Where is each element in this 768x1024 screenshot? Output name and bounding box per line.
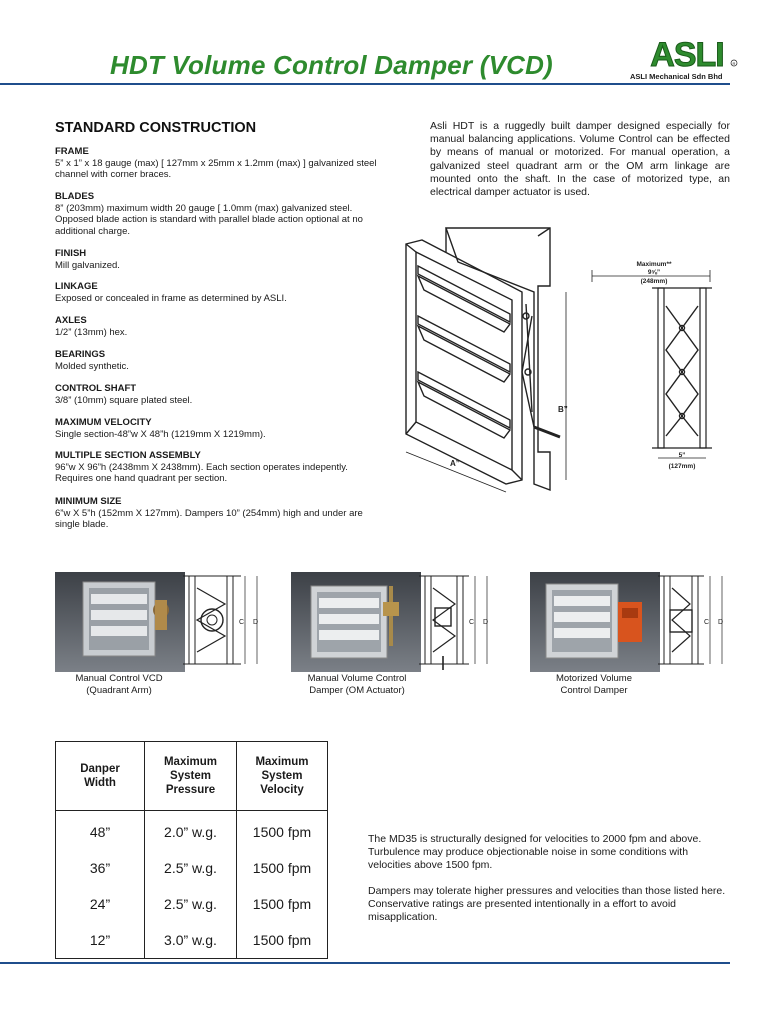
header-pressure: Maximum System Pressure (145, 742, 237, 811)
spec-linkage (55, 281, 385, 304)
spec-label: BEARINGS (55, 349, 106, 360)
product-photo-motorized (530, 572, 742, 672)
product-photo-om-actuator (291, 572, 503, 672)
spec-label: MULTIPLE SECTION ASSEMBLY (55, 450, 201, 461)
cell-pressure: 2.5” w.g. (145, 850, 237, 886)
caption-line: Damper (OM Actuator) (309, 685, 405, 696)
damper-isometric-drawing (400, 222, 575, 494)
spec-label: MAXIMUM VELOCITY (55, 417, 152, 428)
spec-label: BLADES (55, 191, 95, 202)
cell-velocity: 1500 fpm (236, 886, 327, 922)
cell-width: 12” (56, 922, 145, 959)
intro-paragraph: Asli HDT is a ruggedly built damper designed especially for manual balancing applications. Volume Control can be effected by means of manual or motorized. For manual operation, a galvanized steel quadrant arm or the OM arm linkage are mounted onto the shaft. In the case of motorized type, an electrical damper actuator is used. (430, 120, 730, 199)
depth-dim-inches: 5” (678, 452, 686, 459)
caption-om-actuator (291, 673, 423, 697)
logo-subtitle: ASLI Mechanical Sdn Bhd (630, 72, 723, 81)
spec-text: Exposed or concealed in frame as determined by ASLI. (55, 292, 287, 304)
table-row (56, 850, 328, 886)
spec-text: 6”w X 5”h (152mm X 127mm). Dampers 10” (254mm) high and under are single blade. (55, 507, 363, 530)
caption-line: (Quadrant Arm) (86, 685, 152, 696)
table-header-row (56, 742, 328, 811)
cell-pressure: 2.5” w.g. (145, 886, 237, 922)
dim-label-c: C (239, 619, 245, 626)
cell-velocity: 1500 fpm (236, 811, 327, 851)
caption-line: Manual Volume Control (307, 673, 407, 684)
caption-quadrant-arm (55, 673, 183, 697)
cell-width: 24” (56, 886, 145, 922)
spec-label: FINISH (55, 248, 87, 259)
max-dim-inches: 9⅝” (647, 269, 661, 276)
spec-text: Molded synthetic. (55, 360, 129, 372)
svg-text:R: R (732, 61, 736, 66)
section-heading: STANDARD CONSTRUCTION (55, 120, 257, 136)
depth-dim-mm: (127mm) (668, 463, 696, 470)
max-dim-mm: (248mm) (640, 278, 668, 285)
spec-text: 96”w X 96”h (2438mm X 2438mm). Each section operates indepently. Requires one hand quadrant per section. (55, 461, 348, 484)
caption-line: Motorized Volume (555, 673, 633, 684)
spec-frame (55, 146, 385, 181)
table-row (56, 811, 328, 851)
dim-label-d: D (483, 619, 489, 626)
spec-text: 5” x 1” x 18 gauge (max) [ 127mm x 25mm x 1.2mm (max) ] galvanized steel channel with corner braces. (55, 157, 377, 180)
dim-label-c: C (704, 619, 710, 626)
spec-label: AXLES (55, 315, 87, 326)
spec-text: 1/2” (13mm) hex. (55, 326, 128, 338)
header-rule (0, 83, 730, 85)
spec-control-shaft (55, 383, 385, 406)
damper-side-section-drawing (590, 258, 722, 476)
spec-min-size (55, 496, 385, 531)
spec-blades (55, 191, 385, 237)
spec-text: Single section-48”w X 48”h (1219mm X 1219mm). (55, 428, 266, 440)
footer-rule (0, 962, 730, 964)
caption-line: Manual Control VCD (75, 673, 163, 684)
caption-line: Control Damper (560, 685, 628, 696)
max-dim-label: Maximum** (636, 261, 672, 268)
spec-text: Mill galvanized. (55, 259, 120, 271)
spec-text: 8” (203mm) maximum width 20 gauge [ 1.0mm (max) galvanized steel. Opposed blade action is standard with parallel blade action optional at no additional charge. (55, 202, 363, 237)
cell-pressure: 3.0” w.g. (145, 922, 237, 959)
cell-width: 36” (56, 850, 145, 886)
dim-label-b: B” (558, 405, 568, 414)
product-photo-quadrant-arm (55, 572, 267, 672)
note-paragraph: Dampers may tolerate higher pressures and velocities than those listed here. Conservative ratings are presented intentionally in a effort to avoid misapplication. (368, 885, 726, 923)
spec-label: FRAME (55, 146, 89, 157)
dim-label-a: A” (450, 459, 460, 468)
table-row (56, 886, 328, 922)
spec-axles (55, 315, 385, 338)
page-title: HDT Volume Control Damper (VCD) (110, 50, 553, 80)
logo-text: ASLI (650, 36, 724, 74)
cell-velocity: 1500 fpm (236, 922, 327, 959)
dim-label-d: D (253, 619, 259, 626)
header-width: Danper Width (56, 742, 145, 811)
cell-width: 48” (56, 811, 145, 851)
cell-velocity: 1500 fpm (236, 850, 327, 886)
spec-text: 3/8” (10mm) square plated steel. (55, 394, 193, 406)
spec-max-velocity (55, 417, 385, 440)
spec-multiple-section (55, 450, 385, 485)
ratings-table (55, 741, 328, 959)
header-velocity: Maximum System Velocity (236, 742, 327, 811)
table-row (56, 922, 328, 959)
spec-label: LINKAGE (55, 281, 98, 292)
caption-motorized (530, 673, 658, 697)
cell-pressure: 2.0” w.g. (145, 811, 237, 851)
dim-label-d: D (718, 619, 724, 626)
dim-label-c: C (469, 619, 475, 626)
spec-bearings (55, 349, 385, 372)
spec-label: CONTROL SHAFT (55, 383, 137, 394)
spec-finish (55, 248, 385, 271)
note-paragraph: The MD35 is structurally designed for velocities to 2000 fpm and above. Turbulence may produce objectionable noise in some conditions with velocities above 1500 fpm. (368, 833, 702, 871)
spec-label: MINIMUM SIZE (55, 496, 122, 507)
